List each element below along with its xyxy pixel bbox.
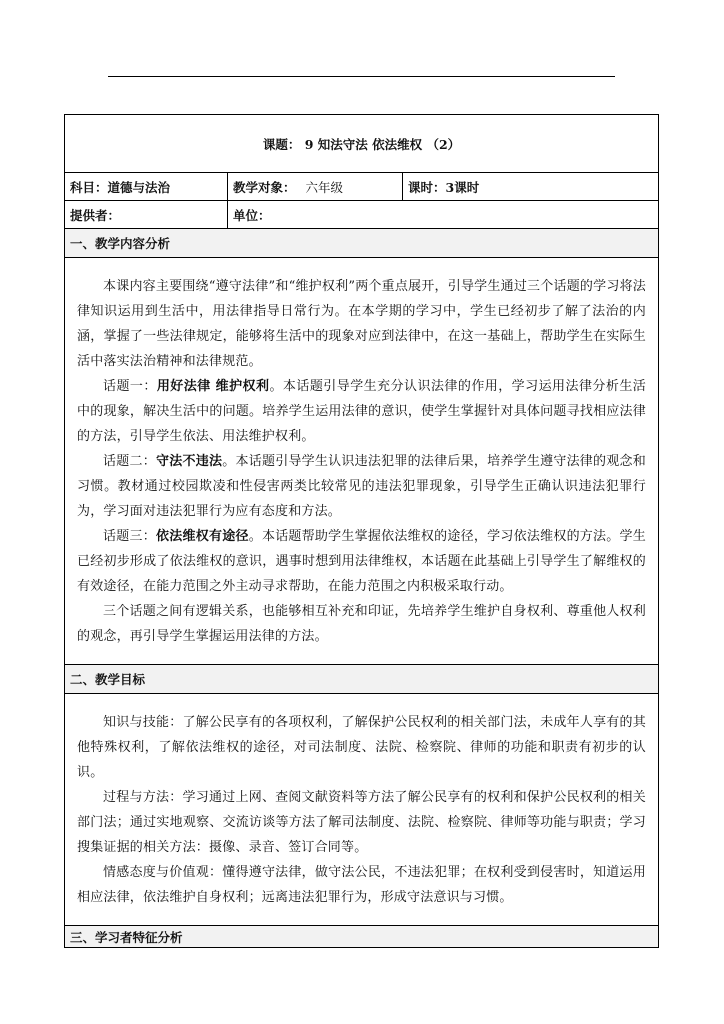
section1-content [65,258,659,665]
section2-paragraph-1: 知识与技能：了解公民享有的各项权利，了解保护公民权利的相关部门法，未成年人享有的其他特殊权利，了解依法维权的途径，对司法制度、法院、检察院、律师的功能和职责有初步的认识。 [77,715,646,780]
topic2-text: 。本话题引导学生认识违法犯罪的法律后果，培养学生遵守法律的观念和习惯。教材通过校园欺凌和性侵害两类比较常见的违法犯罪现象，引导学生正确认识违法犯罪行为，学习面对违法犯罪行为应有态度和方法。 [77,454,646,519]
section2-paragraph-3: 情感态度与价值观：懂得遵守法律，做守法公民，不违法犯罪；在权利受到侵害时，知道运用相应法律，依法维护自身权利；远离违法犯罪行为，形成守法意识与习惯。 [77,865,646,905]
section2-heading: 二、教学目标 [65,665,659,694]
section1-paragraph-4 [77,524,646,599]
subject-cell: 科目：道德与法治 [65,173,228,201]
section2-content [65,694,659,926]
topic1-lead: 话题一： [103,379,157,394]
topic3-lead: 话题三： [103,529,156,544]
unit-cell: 单位： [228,201,659,229]
topic1-title: 用好法律 维护权利 [156,379,270,394]
section1-paragraph-3 [77,449,646,524]
section1-paragraph-5: 三个话题之间有逻辑关系，也能够相互补充和印证，先培养学生维护自身权利、尊重他人权利的观念，再引导学生掌握运用法律的方法。 [77,604,646,644]
audience-cell [228,173,403,201]
audience-value: 六年级 [305,179,344,195]
topic2-title: 守法不违法 [155,454,223,469]
topic3-text: 。本话题帮助学生掌握依法维权的途径，学习依法维权的方法。学生已经初步形成了依法维权的意识，遇事时想到用法律维权，本话题在此基础上引导学生了解维权的有效途径，在能力范围之外主动寻求帮助，在能力范围之内积极采取行动。 [77,529,646,594]
topic2-lead: 话题二： [103,454,156,469]
topic1-text: 。本话题引导学生充分认识法律的作用，学习运用法律分析生活中的现象，解决生活中的问题。培养学生运用法律的意识，使学生掌握针对具体问题寻找相应法律的方法，引导学生依法、用法维护权利。 [77,379,646,444]
section2-paragraph-2: 过程与方法：学习通过上网、查阅文献资料等方法了解公民享有的权利和保护公民权利的相关部门法；通过实地观察、交流访谈等方法了解司法制度、法院、检察院、律师等功能与职责；学习搜集证据的相关方法：摄像、录音、签订合同等。 [77,790,646,855]
section3-heading: 三、学习者特征分析 [65,926,659,948]
section1-heading: 一、教学内容分析 [65,229,659,258]
provider-cell: 提供者： [65,201,228,229]
header-rule [108,76,615,77]
lesson-plan-table [64,114,659,948]
lesson-title: 课题： 9 知法守法 依法维权 （2） [65,115,659,173]
hours-cell: 课时：3课时 [403,173,659,201]
section1-paragraph-1: 本课内容主要围绕“遵守法律”和“维护权利”两个重点展开，引导学生通过三个话题的学习将法律知识运用到生活中，用法律指导日常行为。在本学期的学习中，学生已经初步了解了法治的内涵，掌握了一些法律规定，能够将生活中的现象对应到法律中，在这一基础上，帮助学生在实际生活中落实法治精神和法律规范。 [77,279,646,369]
topic3-title: 依法维权有途径 [155,529,249,544]
audience-label: 教学对象： [233,179,296,195]
section1-paragraph-2 [77,374,646,449]
